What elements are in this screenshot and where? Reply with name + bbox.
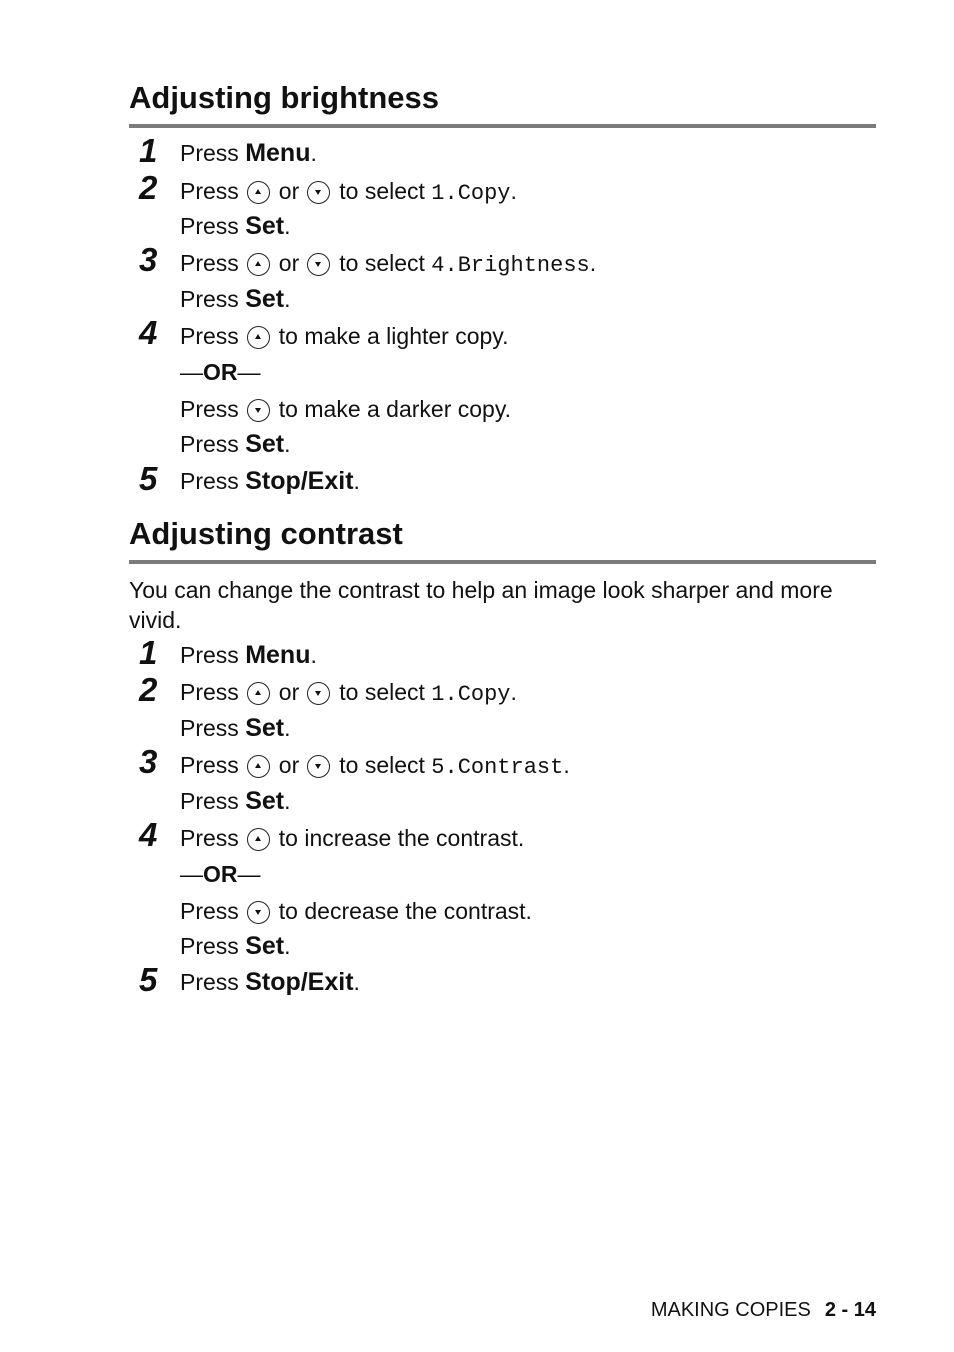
text: Press	[180, 825, 239, 851]
text: .	[284, 715, 291, 741]
step-line	[180, 394, 511, 424]
step-number: 2	[139, 169, 158, 206]
text: to select	[339, 679, 425, 705]
step-number: 4	[139, 314, 158, 351]
set-key-label: Set	[245, 430, 285, 458]
text: .	[310, 140, 317, 166]
down-arrow-key-icon	[307, 682, 330, 705]
up-arrow-key-icon	[247, 253, 270, 276]
down-arrow-key-icon	[247, 901, 270, 924]
text: .	[510, 178, 517, 204]
text: Press	[180, 396, 239, 422]
text: Press	[180, 642, 239, 668]
step-line	[180, 677, 517, 710]
section-rule	[129, 560, 876, 564]
down-arrow-key-icon	[247, 399, 270, 422]
step-line	[180, 466, 360, 496]
step-line	[180, 176, 517, 209]
text: Press	[180, 140, 239, 166]
stop-exit-key-label: Stop/Exit	[245, 467, 354, 495]
dash: —	[237, 861, 261, 887]
up-arrow-key-icon	[247, 755, 270, 778]
set-key-label: Set	[245, 932, 285, 960]
text: to select	[339, 178, 425, 204]
dash: —	[237, 359, 261, 385]
text: .	[284, 286, 291, 312]
section-title-contrast: Adjusting contrast	[129, 516, 403, 551]
step-number: 1	[139, 132, 158, 169]
text: to decrease the contrast.	[278, 898, 532, 924]
text: .	[510, 679, 517, 705]
text: Press	[180, 468, 239, 494]
step-number: 4	[139, 816, 158, 853]
step-line	[180, 750, 570, 783]
lcd-menu-option: 1.Copy	[431, 181, 511, 206]
text: Press	[180, 178, 239, 204]
or-separator	[180, 859, 261, 889]
text: .	[284, 933, 291, 959]
dash: —	[180, 861, 203, 887]
text: .	[353, 468, 360, 494]
step-line	[180, 429, 290, 459]
section-rule	[129, 124, 876, 128]
step-line	[180, 248, 596, 281]
text: Press	[180, 286, 239, 312]
step-line	[180, 786, 290, 816]
chapter-name: MAKING COPIES	[650, 1299, 811, 1321]
step-number: 3	[139, 241, 158, 278]
up-arrow-key-icon	[247, 682, 270, 705]
text: Press	[180, 250, 239, 276]
step-line	[180, 284, 290, 314]
menu-key-label: Menu	[245, 139, 311, 167]
set-key-label: Set	[245, 787, 285, 815]
text: to increase the contrast.	[278, 825, 525, 851]
text: Press	[180, 213, 239, 239]
down-arrow-key-icon	[307, 253, 330, 276]
text: Press	[180, 752, 239, 778]
page-number: 2 - 14	[824, 1299, 876, 1321]
down-arrow-key-icon	[307, 181, 330, 204]
step-line	[180, 896, 532, 926]
step-line	[180, 713, 290, 743]
step-line	[180, 138, 317, 168]
text: .	[563, 752, 570, 778]
down-arrow-key-icon	[307, 755, 330, 778]
or-separator	[180, 357, 261, 387]
text: Press	[180, 898, 239, 924]
page-footer	[651, 1299, 876, 1322]
step-number: 1	[139, 634, 158, 671]
step-line	[180, 640, 317, 670]
lcd-menu-option: 5.Contrast	[431, 755, 564, 780]
up-arrow-key-icon	[247, 181, 270, 204]
step-number: 3	[139, 743, 158, 780]
text: or	[278, 250, 300, 276]
step-number: 5	[139, 460, 158, 497]
step-line	[180, 211, 290, 241]
text: Press	[180, 679, 239, 705]
text: Press	[180, 933, 239, 959]
text: or	[278, 679, 300, 705]
text: to select	[339, 752, 425, 778]
step-line	[180, 823, 524, 853]
text: Press	[180, 715, 239, 741]
set-key-label: Set	[245, 212, 285, 240]
text: .	[353, 969, 360, 995]
text: .	[310, 642, 317, 668]
intro-paragraph: You can change the contrast to help an image look sharper and more vivid.	[129, 577, 833, 633]
text: to make a lighter copy.	[278, 323, 509, 349]
text: to select	[339, 250, 425, 276]
text: Press	[180, 969, 239, 995]
stop-exit-key-label: Stop/Exit	[245, 968, 354, 996]
step-number: 2	[139, 671, 158, 708]
up-arrow-key-icon	[247, 326, 270, 349]
step-number: 5	[139, 961, 158, 998]
text: .	[284, 213, 291, 239]
text: or	[278, 178, 300, 204]
text: Press	[180, 323, 239, 349]
text: Press	[180, 431, 239, 457]
text: to make a darker copy.	[278, 396, 512, 422]
step-line	[180, 967, 360, 997]
section-title-brightness: Adjusting brightness	[129, 80, 439, 115]
lcd-menu-option: 1.Copy	[431, 682, 511, 707]
set-key-label: Set	[245, 714, 285, 742]
or-label: OR	[203, 359, 238, 385]
step-line	[180, 931, 290, 961]
text: .	[589, 250, 597, 276]
lcd-menu-option: 4.Brightness	[431, 253, 590, 278]
or-label: OR	[203, 861, 238, 887]
step-line	[180, 321, 508, 351]
up-arrow-key-icon	[247, 828, 270, 851]
set-key-label: Set	[245, 285, 285, 313]
menu-key-label: Menu	[245, 641, 311, 669]
dash: —	[180, 359, 203, 385]
text: .	[284, 788, 291, 814]
text: .	[284, 431, 291, 457]
text: or	[278, 752, 300, 778]
text: Press	[180, 788, 239, 814]
